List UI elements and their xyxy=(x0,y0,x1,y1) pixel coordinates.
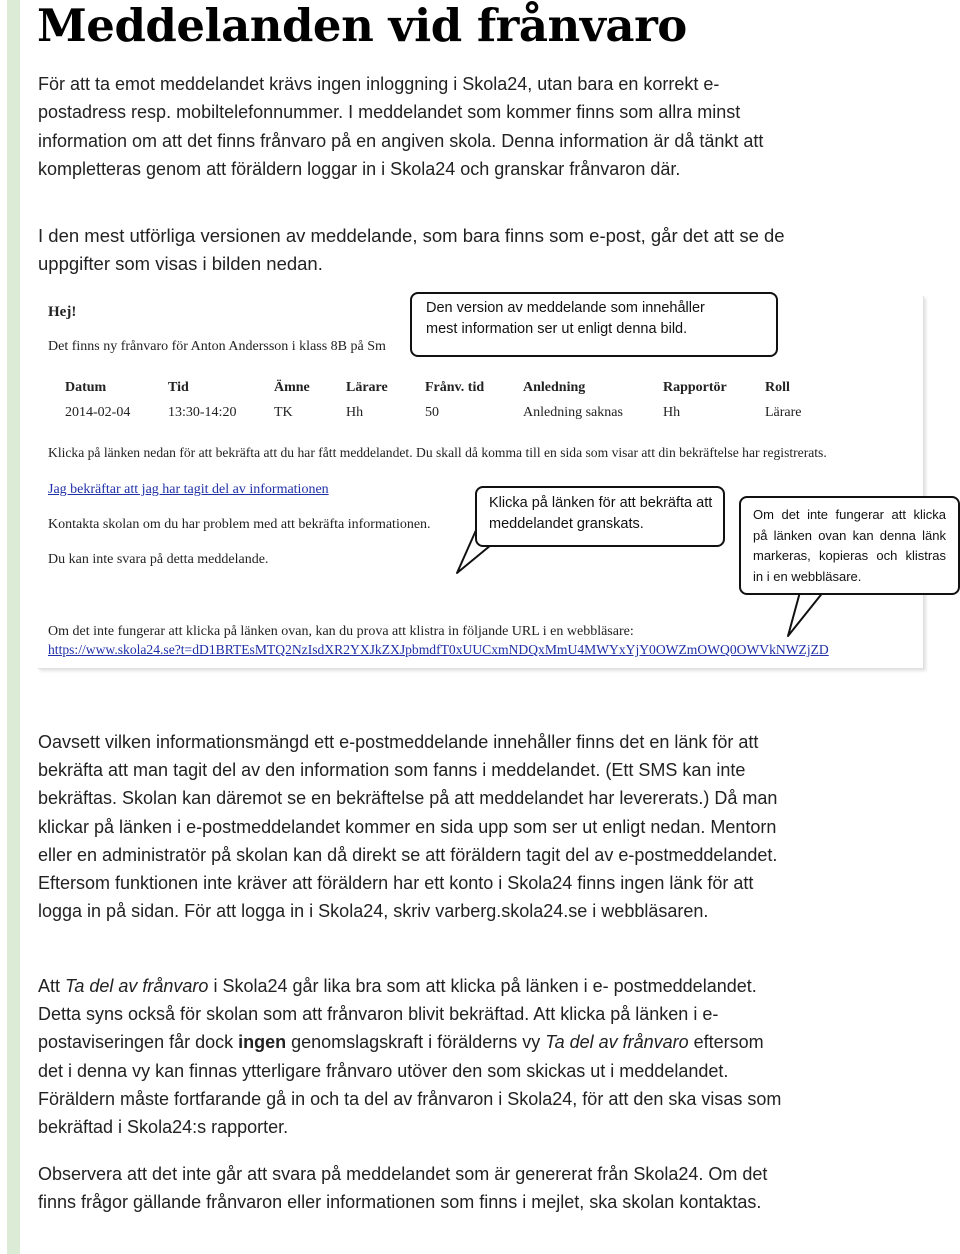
word: kan xyxy=(852,527,874,543)
word: på xyxy=(753,527,768,543)
text-line: logga in på sidan. För att logga in i Skola24, skriv varberg.skola24.se i webbläsaren. xyxy=(38,901,709,922)
word: att xyxy=(891,507,906,522)
word: inte xyxy=(807,507,829,522)
callout-text-line xyxy=(753,546,946,567)
callout-text: meddelandet granskats. xyxy=(489,516,644,532)
word: klicka xyxy=(913,507,946,522)
email-instruction: Klicka på länken nedan för att bekräfta att du har fått meddelandet. Du skall då komma till en sida som visar att din bekräftelse har registrerats. xyxy=(48,445,827,460)
text-line: bekräfta att man tagit del av den information som fanns i meddelandet. (Ett SMS kan inte xyxy=(38,760,746,781)
table-cell: 2014-02-04 xyxy=(65,405,131,420)
text-run: eftersom xyxy=(688,1032,764,1053)
text-run: Att xyxy=(38,976,66,996)
table-cell: Hh xyxy=(346,405,364,420)
callout-version-info xyxy=(410,292,778,357)
table-header-cell: Lärare xyxy=(346,380,388,395)
text-line: det i denna vy kan finnas ytterligare frånvaro utöver den som skickas ut i meddelandet. xyxy=(38,1060,729,1081)
word: Om xyxy=(753,507,774,522)
emphasis-text: Ta del av frånvaro xyxy=(545,1032,689,1053)
ta-del-paragraph xyxy=(38,972,918,1141)
table-cell: Lärare xyxy=(765,405,802,420)
text-run: postaviseringen får dock xyxy=(38,1032,239,1053)
email-no-reply: Du kan inte svara på detta meddelande. xyxy=(48,552,269,567)
confirm-link[interactable]: Jag bekräftar att jag har tagit del av informationen xyxy=(48,482,329,497)
text-line: Oavsett vilken informationsmängd ett e-postmeddelande innehåller finns det en länk för att xyxy=(38,732,759,752)
table-header-cell: Anledning xyxy=(523,380,586,395)
callout-text: mest information ser ut enligt denna bild. xyxy=(426,321,688,337)
text-line: postadress resp. mobiltelefonnummer. I meddelandet som kommer finns som allra minst xyxy=(38,102,741,123)
word: in i en webbläsare. xyxy=(753,568,862,584)
word: det xyxy=(781,507,800,522)
table-header-cell: Ämne xyxy=(274,380,310,395)
table-header-cell: Tid xyxy=(168,380,189,395)
word: klistras xyxy=(905,548,946,563)
email-fallback: Om det inte fungerar att klicka på länken ovan, kan du prova att klistra in följande URL i en webbläsare: xyxy=(48,624,634,639)
text-line: bekräftad i Skola24:s rapporter. xyxy=(38,1117,289,1138)
strong-text: ingen xyxy=(238,1032,287,1053)
email-contact: Kontakta skolan om du har problem med att bekräfta informationen. xyxy=(48,517,431,532)
callout-text-line xyxy=(753,526,946,547)
callout-text: Klicka på länken för att bekräfta att xyxy=(489,495,713,511)
text-run: genomslagskraft i förälderns vy xyxy=(286,1032,546,1053)
table-cell: 50 xyxy=(425,405,439,420)
text-line: uppgifter som visas i bilden nedan. xyxy=(38,253,323,275)
email-notice: Det finns ny frånvaro för Anton Andersson i klass 8B på Sm xyxy=(48,339,386,354)
fallback-url-link[interactable]: https://www.skola24.se?t=dD1BRTEsMTQ2NzIsdXR2YXJkZXJpbmdfT0xUUCxmNDQxMmU4MWYxYjY0OWZmOWQ0OWVkNWZjZD xyxy=(48,642,829,657)
closing-paragraph xyxy=(38,1160,918,1216)
callout-confirm-link xyxy=(475,486,725,547)
version-paragraph xyxy=(38,222,918,278)
sidebar-accent xyxy=(7,0,20,1254)
text-line: finns frågor gällande frånvaron eller informationen som finns i mejlet, ska skolan kontaktas. xyxy=(38,1192,762,1213)
word: ovan xyxy=(818,527,847,543)
text-line: eller en administratör på skolan kan då direkt se att föräldern tagit del av e-postmeddelandet. xyxy=(38,844,778,865)
text-line xyxy=(38,972,918,1000)
text-line: kompletteras genom att föräldern loggar in i Skola24 och granskar frånvaron där. xyxy=(38,158,681,179)
word: kopieras xyxy=(819,548,869,563)
text-line: Eftersom funktionen inte kräver att föräldern har ett konto i Skola24 finns ingen länk för att xyxy=(38,873,754,894)
confirmation-paragraph xyxy=(38,728,918,925)
text-line: klickar på länken i e-postmeddelandet kommer en sida upp som ser ut enligt nedan. Mentorn xyxy=(38,816,777,837)
page-title: Meddelanden vid frånvaro xyxy=(37,0,687,52)
text-line: Observera att det inte går att svara på meddelandet som är genererat från Skola24. Om det xyxy=(38,1164,768,1184)
emphasis-text: Ta del av frånvaro xyxy=(65,976,209,996)
text-line: Detta syns också för skolan som att frånvaron blivit bekräftad. Att klicka på länken i e- xyxy=(38,1004,719,1025)
text-line: För att ta emot meddelandet krävs ingen inloggning i Skola24, utan bara en korrekt e- xyxy=(38,74,720,94)
word: markeras, xyxy=(753,548,811,563)
callout-pointer-icon xyxy=(780,588,840,640)
table-cell: 13:30-14:20 xyxy=(168,405,237,420)
word: fungerar xyxy=(835,507,884,522)
table-header-cell: Rapportör xyxy=(663,380,727,395)
text-line: Föräldern måste fortfarande gå in och ta del av frånvaron i Skola24, för att den ska visas som xyxy=(38,1088,782,1109)
text-line: bekräftas. Skolan kan däremot se en bekräftelse på att meddelandet har levererats.) Då man xyxy=(38,788,778,809)
callout-text-line xyxy=(753,505,946,526)
text-line: information om att det finns frånvaro på en angiven skola. Denna information är då tänkt att xyxy=(38,130,764,151)
table-cell: Anledning saknas xyxy=(523,405,623,420)
table-header-cell: Roll xyxy=(765,380,790,395)
word: länken xyxy=(773,527,812,543)
table-header-cell: Frånv. tid xyxy=(425,380,485,395)
email-greeting: Hej! xyxy=(48,304,77,320)
word: länk xyxy=(922,527,946,543)
text-line xyxy=(38,1028,918,1056)
callout-text-line xyxy=(753,567,946,588)
text-run: i Skola24 går lika bra som att klicka på länken i e- postmeddelandet. xyxy=(208,976,757,996)
table-cell: TK xyxy=(274,405,293,420)
word: denna xyxy=(879,527,916,543)
callout-copy-url xyxy=(739,496,960,595)
table-header-cell: Datum xyxy=(65,380,107,395)
callout-text: Den version av meddelande som innehåller xyxy=(426,300,705,316)
table-cell: Hh xyxy=(663,405,681,420)
text-line: I den mest utförliga versionen av meddelande, som bara finns som e-post, går det att se de xyxy=(38,225,785,246)
word: och xyxy=(876,548,898,563)
intro-paragraph xyxy=(38,70,918,183)
